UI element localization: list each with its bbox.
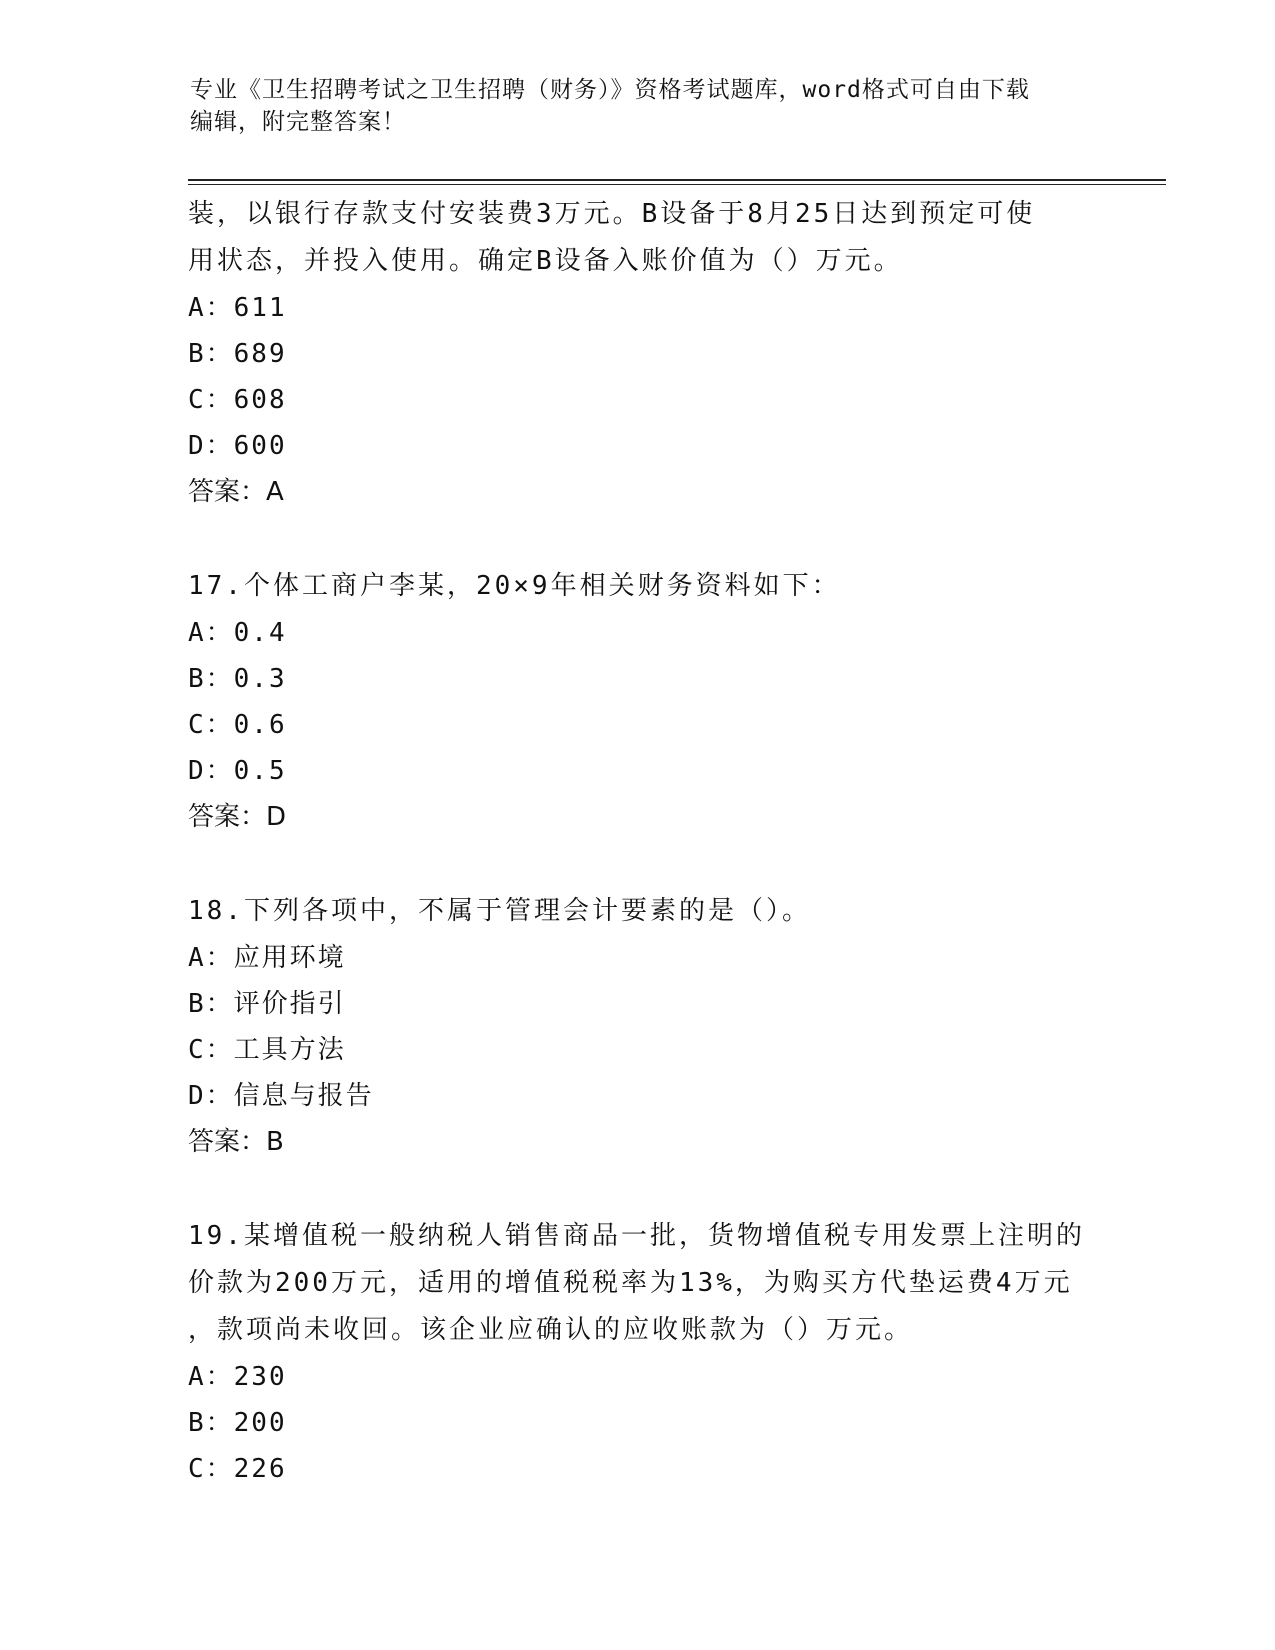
option-d: D：600 (188, 431, 287, 461)
document-header (190, 74, 1090, 138)
option-d: D：信息与报告 (188, 1081, 374, 1111)
option-a: A：0.4 (188, 618, 287, 648)
header-title-line-2: 编辑，附完整答案！ (190, 109, 406, 135)
option-a: A：230 (188, 1362, 287, 1392)
answer-line: 答案：D (188, 802, 287, 832)
question-text-line: 18.下列各项中，不属于管理会计要素的是（）。 (188, 896, 811, 926)
spacer (188, 1165, 1108, 1213)
option-b: B：689 (188, 339, 287, 369)
header-divider-thin (188, 184, 1166, 185)
answer-line: 答案：A (188, 477, 284, 507)
question-text-line: 用状态，并投入使用。确定B设备入账价值为（）万元。 (188, 246, 903, 276)
option-c: C：608 (188, 385, 287, 415)
option-c: C：工具方法 (188, 1035, 346, 1065)
question-16-continuation (188, 191, 1108, 515)
question-18 (188, 888, 1108, 1165)
question-17 (188, 563, 1108, 840)
spacer (188, 840, 1108, 888)
question-19 (188, 1213, 1108, 1492)
question-text-line: ，款项尚未收回。该企业应确认的应收账款为（）万元。 (188, 1315, 914, 1345)
answer-line: 答案：B (188, 1127, 284, 1157)
spacer (188, 515, 1108, 563)
header-divider-thick (188, 179, 1166, 181)
option-b: B：0.3 (188, 664, 287, 694)
option-c: C：0.6 (188, 710, 287, 740)
header-title-line-1: 专业《卫生招聘考试之卫生招聘（财务）》资格考试题库，word格式可自由下载 (190, 77, 1030, 103)
question-text-line: 装，以银行存款支付安装费3万元。B设备于8月25日达到预定可使 (188, 199, 1036, 229)
question-text-line: 19.某增值税一般纳税人销售商品一批，货物增值税专用发票上注明的 (188, 1221, 1085, 1251)
document-body (188, 191, 1108, 1492)
question-text-line: 价款为200万元，适用的增值税税率为13%，为购买方代垫运费4万元 (188, 1268, 1073, 1298)
option-c: C：226 (188, 1454, 287, 1484)
option-a: A：应用环境 (188, 943, 346, 973)
option-a: A：611 (188, 293, 287, 323)
option-d: D：0.5 (188, 756, 287, 786)
option-b: B：200 (188, 1408, 287, 1438)
option-b: B：评价指引 (188, 989, 346, 1019)
question-text-line: 17.个体工商户李某，20×9年相关财务资料如下： (188, 571, 841, 601)
